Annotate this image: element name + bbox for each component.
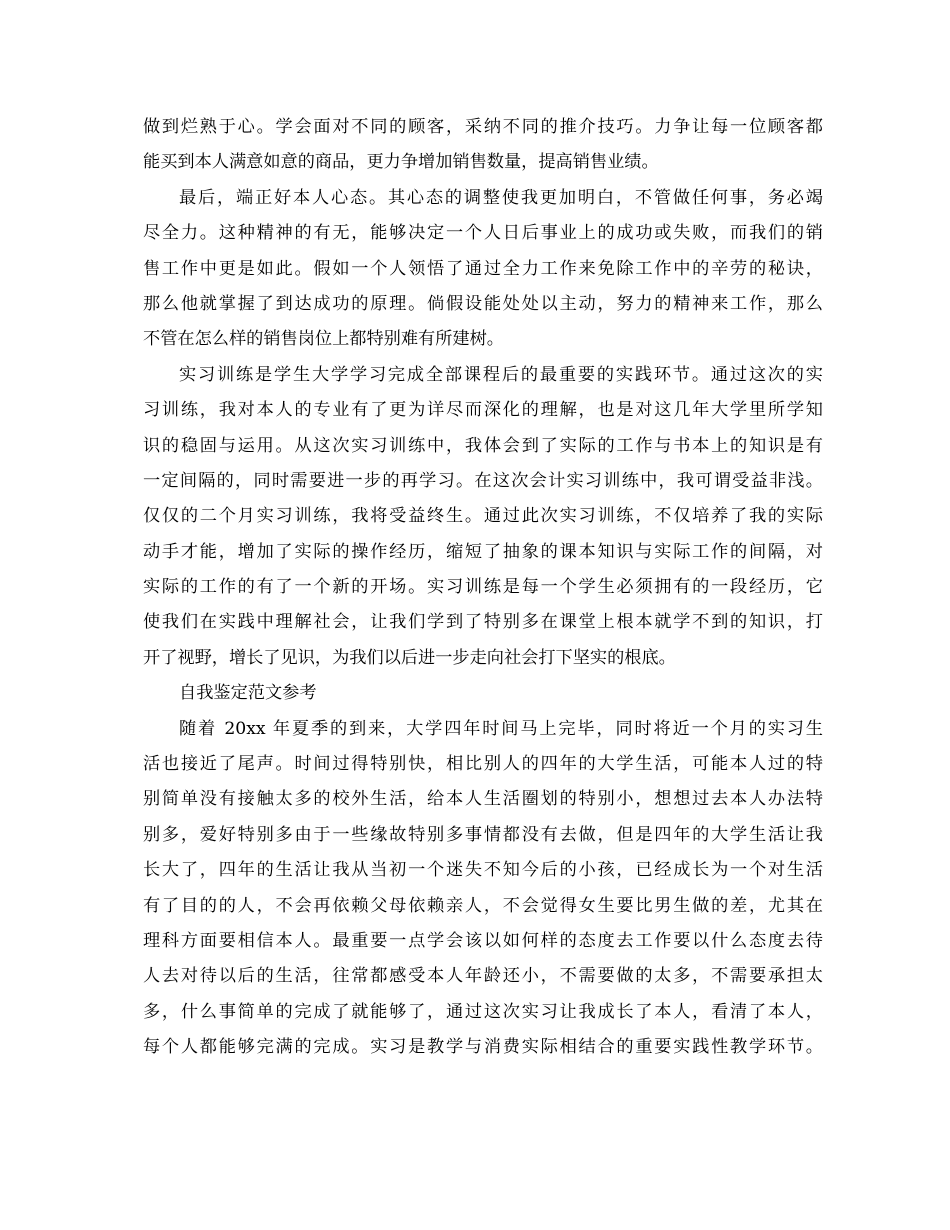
text-line: 随着 20xx 年夏季的到来，大学四年时间马上完毕，同时将近一个月的实习生: [179, 718, 823, 739]
text-line: 自我鉴定范文参考: [179, 683, 317, 704]
text-line: 使我们在实践中理解社会，让我们学到了特别多在课堂上根本就学不到的知识，打: [143, 612, 823, 633]
text-line: 有了目的的人，不会再依赖父母依赖亲人，不会觉得女生要比男生做的差，尤其在: [143, 895, 823, 916]
text-line: 识的稳固与运用。从这次实习训练中，我体会到了实际的工作与书本上的知识是有: [143, 435, 823, 456]
text-line: 仅仅的二个月实习训练，我将受益终生。通过此次实习训练，不仅培养了我的实际: [143, 506, 823, 527]
text-line: 能买到本人满意如意的商品，更力争增加销售数量，提高销售业绩。: [143, 152, 659, 173]
text-line: 别多，爱好特别多由于一些缘故特别多事情都没有去做，但是四年的大学生活让我: [143, 824, 823, 845]
text-line: 活也接近了尾声。时间过得特别快，相比别人的四年的大学生活，可能本人过的特: [143, 754, 823, 775]
text-line: 尽全力。这种精神的有无，能够决定一个人日后事业上的成功或失败，而我们的销: [143, 223, 823, 244]
text-line: 开了视野，增长了见识，为我们以后进一步走向社会打下坚实的根底。: [143, 647, 676, 668]
text-line: 最后，端正好本人心态。其心态的调整使我更加明白，不管做任何事，务必竭: [179, 187, 823, 208]
text-line: 理科方面要相信本人。最重要一点学会该以如何样的态度去工作要以什么态度去待: [143, 930, 823, 951]
text-line: 售工作中更是如此。假如一个人领悟了通过全力工作来免除工作中的辛劳的秘诀，: [143, 258, 823, 279]
text-line: 那么他就掌握了到达成功的原理。倘假设能处处以主动，努力的精神来工作，那么: [143, 293, 823, 314]
text-line: 实际的工作的有了一个新的开场。实习训练是每一个学生必须拥有的一段经历，它: [143, 577, 823, 598]
text-line: 一定间隔的，同时需要进一步的再学习。在这次会计实习训练中，我可谓受益非浅。: [143, 470, 823, 491]
text-line: 做到烂熟于心。学会面对不同的顾客，采纳不同的推介技巧。力争让每一位顾客都: [143, 117, 823, 137]
text-line: 长大了，四年的生活让我从当初一个迷失不知今后的小孩，已经成长为一个对生活: [143, 860, 823, 881]
text-line: 多，什么事简单的完成了就能够了，通过这次实习让我成长了本人，看清了本人，: [143, 1001, 823, 1022]
text-line: 别简单没有接触太多的校外生活，给本人生活圈划的特别小，想想过去本人办法特: [143, 789, 823, 810]
text-line: 每个人都能够完满的完成。实习是教学与消费实际相结合的重要实践性教学环节。: [143, 1037, 823, 1058]
text-line: 不管在怎么样的销售岗位上都特别难有所建树。: [143, 329, 504, 350]
text-line: 实习训练是学生大学学习完成全部课程后的最重要的实践环节。通过这次的实: [179, 364, 823, 385]
text-line: 习训练，我对本人的专业有了更为详尽而深化的理解，也是对这几年大学里所学知: [143, 400, 823, 421]
text-line: 人去对待以后的生活，往常都感受本人年龄还小，不需要做的太多，不需要承担太: [143, 966, 823, 987]
text-line: 动手才能，增加了实际的操作经历，缩短了抽象的课本知识与实际工作的间隔，对: [143, 541, 823, 562]
document-body: [143, 110, 823, 1066]
